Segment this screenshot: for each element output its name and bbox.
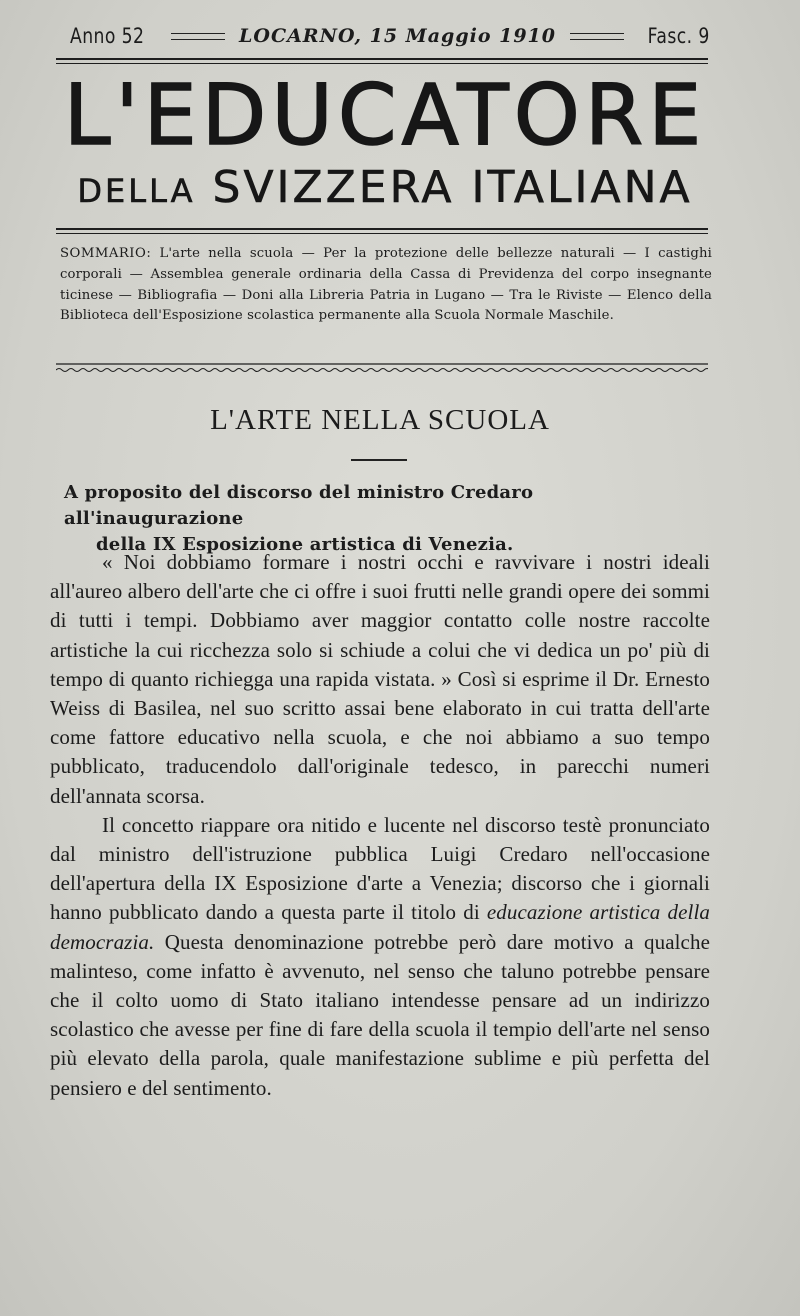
paragraph-2-part-1: Il concetto riappare ora nitido e lucente nel discorso testè pronunciato dal ministro dell'istruzione pubblica Luigi Credaro nell'occasione dell'apertura della IX Esposizione d'arte a Venezia; discorso che i giornali hanno pubblicato dando a questa parte il titolo di — [50, 812, 710, 925]
sommario-text: L'arte nella scuola — Per la protezione delle bellezze naturali — I castighi corporali — Assemblea generale ordinaria della Cassa di Previdenza del corpo insegnante ticinese — Bibliografia — Doni alla Libreria Patria in Lugano — Tra le Riviste — Elenco della Biblioteca dell'Esposizione scolastica permanente alla Scuola Normale Maschile. — [60, 246, 712, 324]
title-rule — [56, 228, 708, 230]
journal-subtitle — [55, 160, 715, 219]
masthead-dash-right — [570, 33, 624, 40]
article-title: L'ARTE NELLA SCUOLA — [210, 404, 550, 436]
subtitle-della: DELLA — [77, 172, 196, 210]
journal-title: L'EDUCATORE — [63, 66, 707, 164]
article-subhead — [64, 480, 712, 558]
article-body — [50, 548, 710, 1103]
paragraph-2-part-2: Questa denominazione potrebbe però dare motivo a qualche malinteso, come infatto è avvenuto, nel senso che taluno potrebbe pensare che il colto uomo di Stato italiano intendesse pensare ad un indirizzo scolastico che avesse per fine di fare della scuola il tempio dell'arte nel senso più elevato della parola, quale manifestazione sublime e più perfetta del pensiero e del sentimento. — [50, 929, 710, 1100]
masthead-center — [171, 25, 624, 47]
subhead-line-1: A proposito del discorso del ministro Credaro all'inaugurazione — [64, 482, 534, 529]
sommario-label: SOMMARIO: — [60, 246, 152, 261]
masthead-anno: Anno 52 — [70, 24, 145, 48]
masthead-location-date: LOCARNO, 15 Maggio 1910 — [239, 25, 556, 47]
wavy-divider — [56, 362, 708, 374]
article-title-rule — [351, 459, 407, 461]
sommario — [60, 244, 712, 327]
subtitle-svizzera-italiana: SVIZZERA ITALIANA — [212, 162, 693, 213]
masthead-dash-left — [171, 33, 225, 40]
subhead-line-2: della IX Esposizione artistica di Venezia. — [96, 534, 514, 555]
masthead — [70, 20, 710, 52]
masthead-fascicolo: Fasc. 9 — [647, 24, 710, 48]
paragraph-2 — [50, 811, 710, 1103]
paragraph-2-italic: educazione artistica della democrazia. — [50, 900, 711, 954]
paragraph-1: « Noi dobbiamo formare i nostri occhi e ravvivare i nostri ideali all'aureo albero dell'arte che ci offre i suoi frutti nelle grandi opere dei sommi di tutti i tempi. Dobbiamo aver maggior contatto colle nostre raccolte artistiche la cui ricchezza solo si schiude a colui che vi dedica un po' più di tempo di quanto richiegga una rapida vistata. » Così si esprime il Dr. Ernesto Weiss di Basilea, nel suo scritto assai bene elaborato in cui tratta dell'arte come fattore educativo nella scuola, e che noi abbiamo a suo tempo pubblicato, traducendolo dall'originale tedesco, in parecchi numeri dell'annata scorsa. — [50, 550, 710, 808]
masthead-rule — [56, 58, 708, 60]
